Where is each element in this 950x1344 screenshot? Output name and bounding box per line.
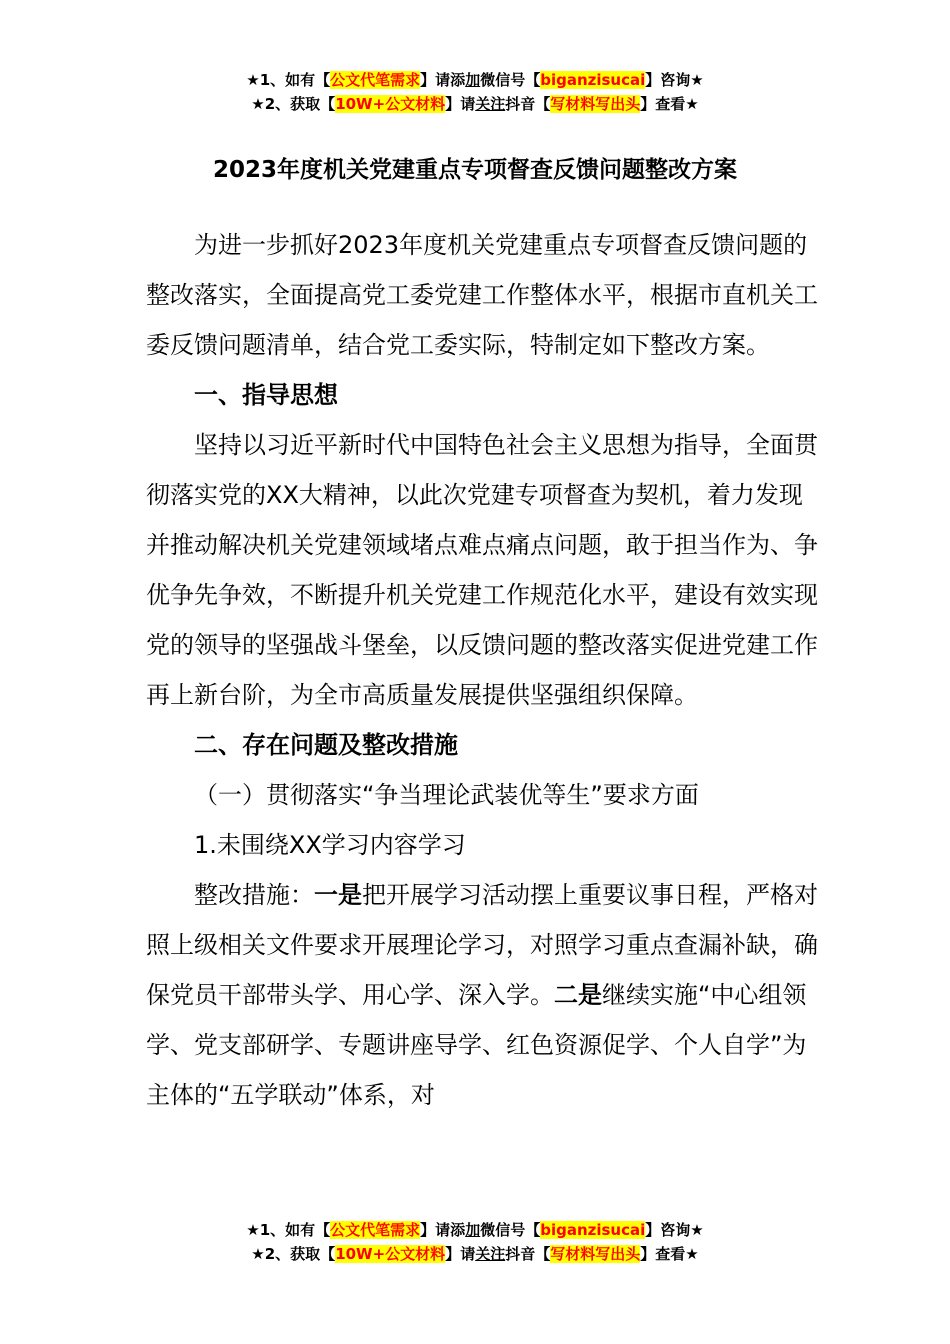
promo-text: ★2、获取【: [251, 1245, 336, 1263]
promo-text: 抖音【: [505, 95, 551, 113]
promo-text: ★2、获取【: [251, 95, 336, 113]
point-two-label: 二是: [554, 981, 602, 1009]
point-one-text: 把开展学习活动摆上重要议事日程，严格对照上级相关文件要求开展理论学习，对照学习重点查漏补缺，确保党员干部带头学、用心学、深入学。: [146, 881, 818, 1009]
promo-highlight: 公文代笔需求: [330, 1221, 421, 1239]
issue-item: 1.未围绕XX学习内容学习: [194, 831, 466, 859]
promo-line-2: [0, 1242, 950, 1266]
promo-text: 】请添: [420, 1221, 466, 1239]
promo-highlight: 10W+公文材料: [335, 95, 446, 113]
promo-underline: 关注: [475, 95, 506, 113]
section-heading-1: 一、指导思想: [194, 381, 338, 409]
measures-paragraph: [146, 870, 826, 1120]
promo-line-1: [0, 1218, 950, 1242]
promo-header: [0, 68, 950, 116]
guiding-paragraph: 坚持以习近平新时代中国特色社会主义思想为指导，全面贯彻落实党的XX大精神，以此次党建专项督查为契机，着力发现并推动解决机关党建领域堵点难点痛点问题，敢于担当作为、争优争先争效，不断提升机关党建工作规范化水平，建设有效实现党的领导的坚强战斗堡垒，以反馈问题的整改落实促进党建工作再上新台阶，为全市高质量发展提供坚强组织保障。: [146, 431, 818, 709]
document-title: 2023年度机关党建重点专项督查反馈问题整改方案: [212, 157, 737, 183]
intro-paragraph: 为进一步抓好2023年度机关党建重点专项督查反馈问题的整改落实，全面提高党工委党建工作整体水平，根据市直机关工委反馈问题清单，结合党工委实际，特制定如下整改方案。: [146, 231, 818, 359]
promo-footer: [0, 1218, 950, 1266]
promo-text: 】咨询★: [645, 71, 704, 89]
promo-line-1: [0, 68, 950, 92]
subsection-heading: （一）贯彻落实“争当理论武装优等生”要求方面: [194, 781, 699, 809]
promo-highlight: 写材料写出头: [550, 95, 641, 113]
point-two-text: 继续实施“中心组领学、党支部研学、专题讲座导学、红色资源促学、个人自学”为主体的“五学联动”体系，对: [146, 981, 807, 1109]
promo-text: 】请: [445, 1245, 476, 1263]
promo-text: 】查看★: [640, 1245, 699, 1263]
section-heading-2: 二、存在问题及整改措施: [194, 731, 458, 759]
promo-highlight: 公文代笔需求: [330, 71, 421, 89]
promo-underline: 关注: [475, 1245, 506, 1263]
promo-text: 抖音【: [505, 1245, 551, 1263]
document-body: [146, 220, 826, 1120]
promo-text: 微信号【: [480, 1221, 541, 1239]
measures-label: 整改措施：: [194, 881, 314, 909]
promo-text: 】查看★: [640, 95, 699, 113]
promo-highlight: 写材料写出头: [550, 1245, 641, 1263]
promo-text: 】咨询★: [645, 1221, 704, 1239]
promo-text: ★1、如有【: [246, 71, 331, 89]
promo-text: ★1、如有【: [246, 1221, 331, 1239]
promo-underline: 加: [465, 71, 481, 89]
promo-text: 微信号【: [480, 71, 541, 89]
promo-text: 】请: [445, 95, 476, 113]
promo-underline: 加: [465, 1221, 481, 1239]
promo-highlight: biganzisucai: [540, 71, 646, 89]
promo-line-2: [0, 92, 950, 116]
promo-text: 】请添: [420, 71, 466, 89]
promo-highlight: biganzisucai: [540, 1221, 646, 1239]
point-one-label: 一是: [314, 881, 362, 909]
promo-highlight: 10W+公文材料: [335, 1245, 446, 1263]
